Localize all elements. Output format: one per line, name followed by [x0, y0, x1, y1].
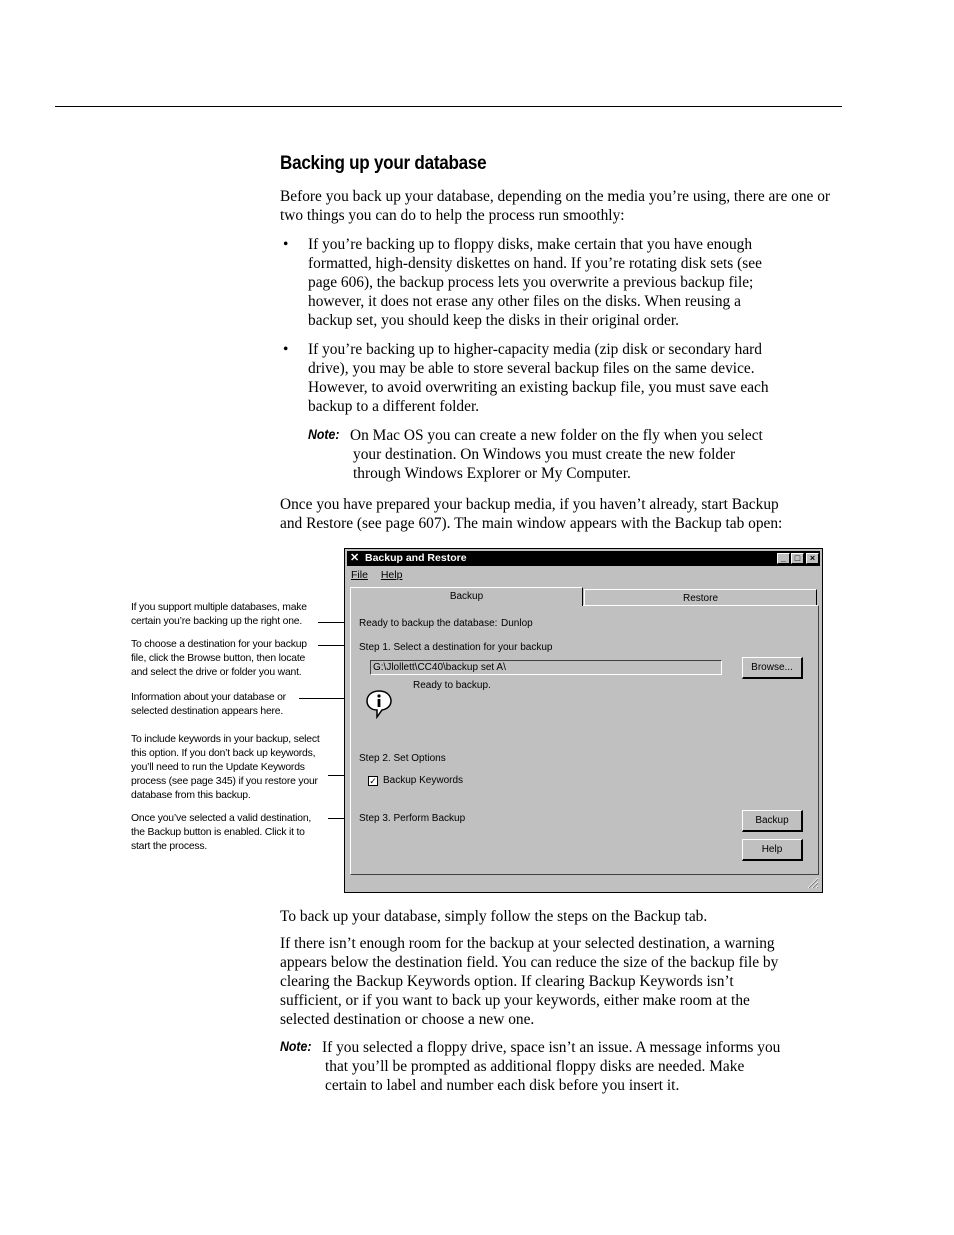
- bullet-marker: •: [283, 236, 289, 253]
- tab-backup[interactable]: Backup: [350, 587, 583, 606]
- note-line: If you selected a floppy drive, space isn’t an issue. A message informs you: [322, 1039, 781, 1056]
- destination-path-field[interactable]: G:\Jlollett\CC40\backup set A\: [370, 660, 722, 675]
- note-line: through Windows Explorer or My Computer.: [353, 465, 631, 482]
- callout-destination: To choose a destination for your backup file, click the Browse button, then locate and select the drive or folder you want.: [131, 639, 307, 678]
- resize-grip-icon[interactable]: [807, 877, 819, 889]
- para-line: appears below the destination field. You can reduce the size of the backup file by: [280, 954, 779, 971]
- callout-backup-button: Once you’ve selected a valid destination, the Backup button is enabled. Click it to start the process.: [131, 813, 312, 852]
- backup-keywords-checkbox[interactable]: ✓: [369, 776, 377, 786]
- para-line: sufficient, or if you want to back up your keywords, either make room at the: [280, 992, 750, 1009]
- step3-label: Step 3. Perform Backup: [359, 813, 466, 824]
- callout-database: If you support multiple databases, make certain you’re backing up the right one.: [131, 602, 307, 627]
- note-mac-os: [350, 426, 850, 483]
- para-line: If there isn’t enough room for the backup at your selected destination, a warning: [280, 935, 775, 952]
- callout-info: Information about your database or selected destination appears here.: [131, 692, 286, 717]
- note-floppy: [322, 1038, 842, 1095]
- close-icon[interactable]: ×: [806, 553, 819, 564]
- para-follow-steps: To back up your database, simply follow the steps on the Backup tab.: [280, 908, 708, 925]
- para-line: Once you have prepared your backup media, if you haven’t already, start Backup: [280, 496, 779, 513]
- para-prepared-media: [280, 495, 850, 533]
- app-icon: ✕: [350, 552, 360, 564]
- callout-keywords: To include keywords in your backup, select this option. If you don’t back up keywords, you’ll need to run the Update Keywords process (see page 345) if you restore your database from this backup.: [131, 734, 320, 801]
- backup-keywords-label: Backup Keywords: [383, 775, 464, 786]
- bullet-floppy: [308, 235, 848, 330]
- status-message: Ready to backup.: [413, 680, 491, 691]
- database-name: Dunlop: [501, 618, 533, 629]
- title-bar: [347, 551, 820, 566]
- note-line: your destination. On Windows you must create the new folder: [353, 446, 736, 463]
- minimize-icon[interactable]: _: [777, 553, 790, 564]
- bullet-marker: •: [283, 341, 289, 358]
- para-not-enough-room: [280, 934, 850, 1029]
- intro-paragraph: Before you back up your database, depending on the media you’re using, there are one or two things you can do to help the process run smoothly:: [280, 188, 831, 224]
- tab-restore[interactable]: Restore: [584, 589, 817, 606]
- bullet-line: If you’re backing up to higher-capacity media (zip disk or secondary hard: [308, 341, 762, 358]
- backup-button[interactable]: Backup: [742, 810, 803, 832]
- menu-help[interactable]: Help: [380, 569, 403, 581]
- step2-label: Step 2. Set Options: [359, 753, 446, 764]
- step1-label: Step 1. Select a destination for your backup: [359, 642, 553, 653]
- note-line: On Mac OS you can create a new folder on the fly when you select: [350, 427, 763, 444]
- note-label: Note:: [280, 1038, 312, 1054]
- bullet-line: If you’re backing up to floppy disks, make certain that you have enough: [308, 236, 753, 253]
- bullet-line: however, it does not erase any other files on the disks. When reusing a: [308, 293, 741, 310]
- window-title: Backup and Restore: [365, 552, 467, 564]
- note-line: certain to label and number each disk before you insert it.: [325, 1077, 680, 1094]
- bullet-line: drive), you may be able to store several backup files on the same device.: [308, 360, 755, 377]
- info-icon: [365, 689, 393, 719]
- header-rule: [55, 106, 842, 107]
- note-line: that you’ll be prompted as additional floppy disks are needed. Make: [325, 1058, 745, 1075]
- para-line: and Restore (see page 607). The main window appears with the Backup tab open:: [280, 515, 783, 532]
- bullet-line: formatted, high-density diskettes on hand. If you’re rotating disk sets (see: [308, 255, 762, 272]
- menu-bar: [351, 568, 412, 582]
- menu-file[interactable]: File: [351, 569, 368, 581]
- help-button[interactable]: Help: [742, 839, 803, 861]
- para-line: clearing the Backup Keywords option. If clearing Backup Keywords isn’t: [280, 973, 734, 990]
- section-heading: Backing up your database: [280, 153, 487, 174]
- bullet-line: backup to a different folder.: [308, 398, 480, 415]
- browse-button[interactable]: Browse...: [742, 657, 803, 679]
- ready-label: Ready to backup the database:: [359, 618, 498, 629]
- backup-restore-window: [344, 548, 823, 893]
- note-label: Note:: [308, 426, 340, 442]
- maximize-icon[interactable]: □: [791, 553, 804, 564]
- bullet-line: page 606), the backup process lets you overwrite a previous backup file;: [308, 274, 754, 291]
- para-line: selected destination or choose a new one.: [280, 1011, 535, 1028]
- bullet-line: backup set, you should keep the disks in their original order.: [308, 312, 680, 329]
- bullet-line: However, to avoid overwriting an existing backup file, you must save each: [308, 379, 769, 396]
- bullet-high-capacity: [308, 340, 848, 416]
